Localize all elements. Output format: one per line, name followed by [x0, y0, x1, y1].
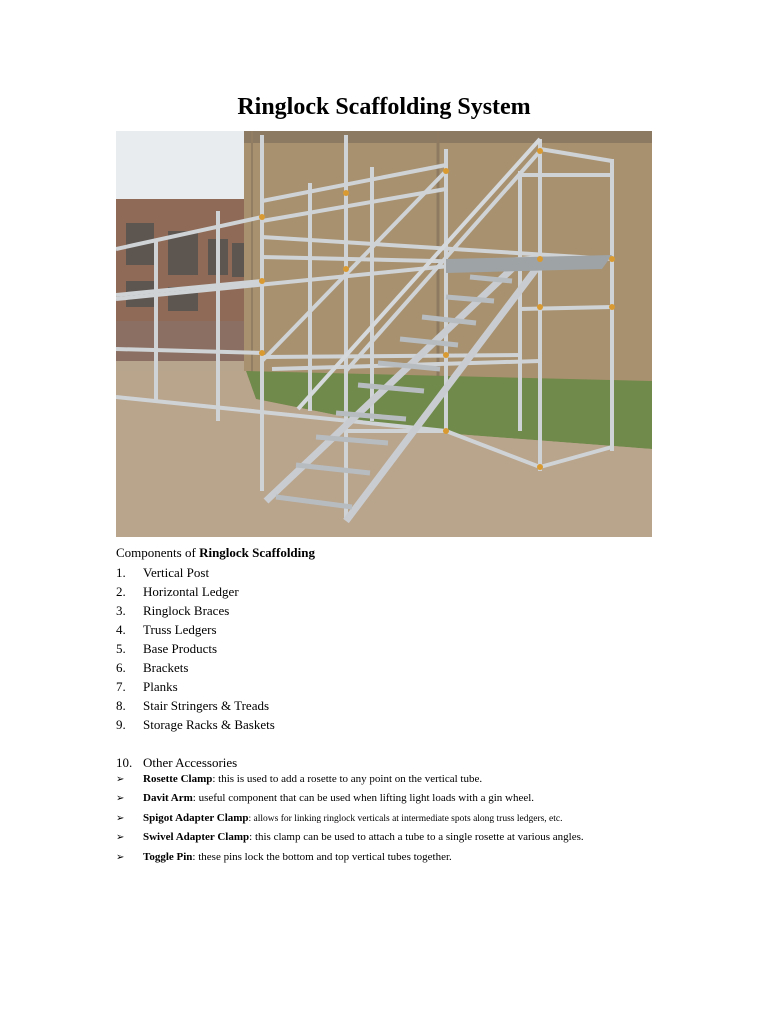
accessory-item: ➢ Davit Arm: useful component that can be used when lifting light loads with a gin wheel. — [116, 789, 584, 808]
components-list — [116, 563, 275, 772]
arrow-bullet-icon: ➢ — [116, 793, 125, 805]
arrow-bullet-icon: ➢ — [116, 832, 125, 844]
list-item: 10. Other Accessories — [116, 755, 238, 770]
accessory-item: ➢ Swivel Adapter Clamp: this clamp can be used to attach a tube to a single rosette at various angles. — [116, 828, 584, 847]
list-item: 4. Truss Ledgers — [116, 622, 217, 637]
list-item: 6. Brackets — [116, 660, 189, 675]
arrow-bullet-icon: ➢ — [116, 812, 125, 824]
accessory-item: ➢ Rosette Clamp: this is used to add a rosette to any point on the vertical tube. — [116, 770, 584, 789]
accessory-item: ➢ Spigot Adapter Clamp: allows for linking ringlock verticals at intermediate spots along truss ledgers, etc. — [116, 809, 584, 828]
page-title: Ringlock Scaffolding System — [237, 94, 531, 120]
arrow-bullet-icon: ➢ — [116, 851, 125, 863]
accessory-item: ➢ Toggle Pin: these pins lock the bottom and top vertical tubes together. — [116, 848, 584, 867]
scaffolding-illustration — [116, 131, 652, 537]
accessories-list — [116, 770, 584, 867]
scaffolding-photo — [116, 131, 652, 537]
arrow-bullet-icon: ➢ — [116, 774, 125, 785]
components-heading: Components of Ringlock Scaffolding — [116, 545, 315, 560]
list-item: 1. Vertical Post — [116, 565, 210, 580]
list-item: 5. Base Products — [116, 641, 218, 656]
list-item: 7. Planks — [116, 679, 178, 694]
list-item: 2. Horizontal Ledger — [116, 584, 239, 599]
list-item: 9. Storage Racks & Baskets — [116, 717, 275, 732]
list-item: 8. Stair Stringers & Treads — [116, 698, 270, 713]
list-item: 3. Ringlock Braces — [116, 603, 230, 618]
